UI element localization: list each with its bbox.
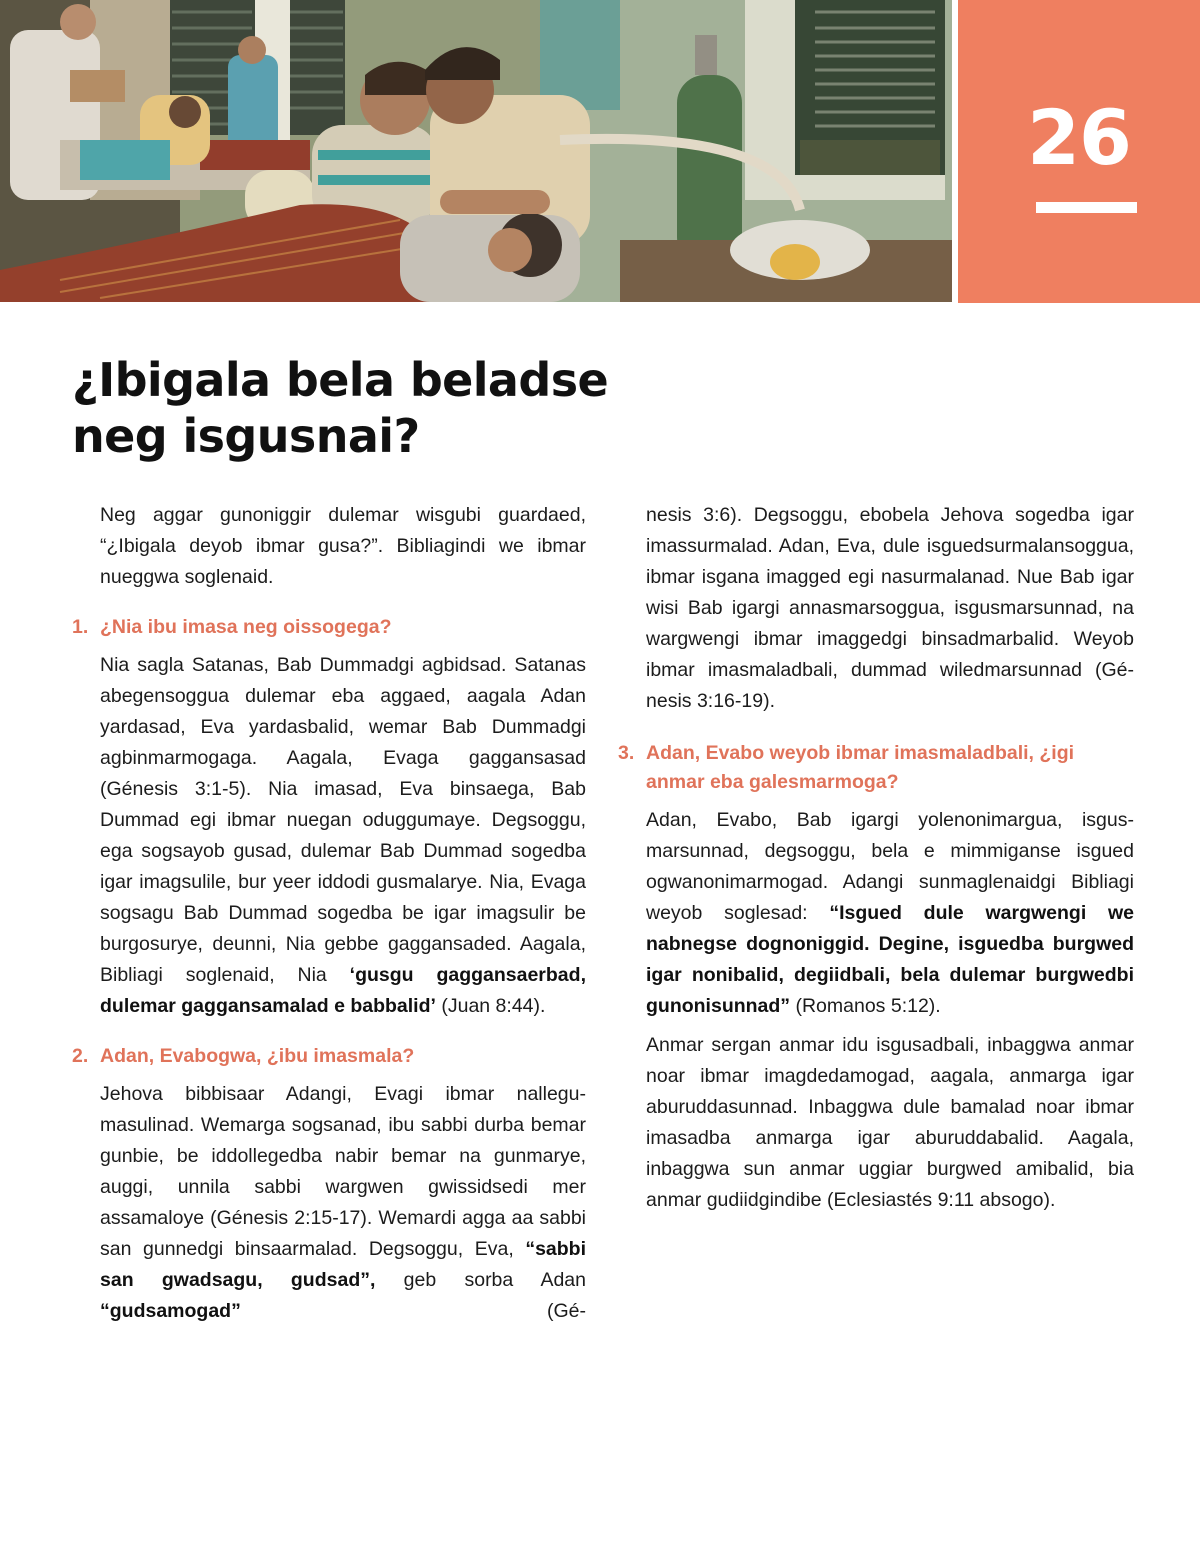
section-3-number: 3. bbox=[618, 742, 635, 764]
section-2-heading-text: Adan, Evabogwa, ¿ibu imasmala? bbox=[100, 1045, 415, 1067]
text-run: (Gé- bbox=[240, 1300, 586, 1322]
section-1-heading bbox=[72, 613, 586, 642]
lesson-number: 26 bbox=[1027, 93, 1131, 182]
section-1-number: 1. bbox=[72, 616, 89, 638]
section-3-paragraph-1 bbox=[646, 805, 1134, 1022]
section-3-heading bbox=[618, 739, 1134, 797]
text-run: Nia sagla Satanas, Bab Dummadgi agbidsad. Satanas abegensoggua dulemar eba aggaed, aagala Adan yardasad, Eva yardasbalid, wemar Bab Dummadgi agbinmarmogaga. Aagala, Evaga gaggansasad (Génesis 3:1-5). Nia imasad, Eva binsaega, Bab Dummad egi ibmar nuegan oduggumaye. Degsoggu, ega sogsayob gusad, dulemar Bab Dummad sogedba igar imagsulile, bur yeer iddodi gusmalarye. Nia, Evaga sogsagu Bab Dummad sogedba be igar imagsulir be burgosurye, deunni, Nia gebbe gaggansaded. Aagala, Bibliagi soglenaid, Nia bbox=[100, 654, 586, 986]
lesson-number-tab bbox=[958, 0, 1200, 303]
section-1-heading-text: ¿Nia ibu imasa neg oissogega? bbox=[100, 616, 392, 638]
text-run: geb sorba Adan bbox=[375, 1269, 586, 1291]
section-2-number: 2. bbox=[72, 1045, 89, 1067]
bold-quote: “gudsamogad” bbox=[100, 1300, 241, 1322]
section-2-heading bbox=[72, 1042, 586, 1071]
section-2-paragraph bbox=[100, 1079, 586, 1327]
intro-paragraph: Neg aggar gunoniggir dulemar wisgubi guardaed, “¿Ibigala deyob ibmar gusa?”. Bibliagindi we ibmar nueggwa soglenaid. bbox=[100, 504, 586, 588]
left-column bbox=[72, 500, 586, 1327]
text-run: Adan, Evabo, Bab igargi yolenonimargua, isgusmarsunnad, degsoggu, bela e mimmiganse isgued ogwanonimarmogad. Adangi sunmaglenaidgi Bibliagi weyob soglesad: bbox=[646, 809, 1134, 924]
section-3-heading-text: Adan, Evabo weyob ibmar imasmaladbali, ¿igi anmar eba galesmarmoga? bbox=[646, 742, 1075, 793]
header-photo bbox=[0, 0, 952, 302]
bold-quote: “Isgued dule wargwengi we nabnegse dognoniggid. Degine, isguedba burgwed igar nonibalid, degiidbali, bela dulemar burgwedbi gunonisunnad” bbox=[646, 902, 1134, 1017]
lesson-number-underline bbox=[1036, 202, 1137, 213]
text-run: Jehova bibbisaar Adangi, Evagi ibmar nallegumasulinad. Wemarga sogsanad, ibu sabbi durba bemar gunbie, be iddollegedba nabir bemar na gunmarye, auggi, unnila sabbi wargwen gwissidsedi mer assamaloye (Génesis 2:15-17). Wemardi agga aa sabbi san gunnedgi binsaarmalad. Degsoggu, Eva, bbox=[100, 1083, 586, 1260]
text-run: (Romanos 5:12). bbox=[790, 995, 941, 1017]
bold-quote: “sabbi san gwadsagu, gudsad”, bbox=[100, 1238, 586, 1291]
hospital-scene-illustration bbox=[0, 0, 952, 302]
section-1-paragraph bbox=[100, 650, 586, 1022]
text-run: Anmar sergan anmar idu isgusadbali, inbaggwa anmar noar ibmar imagdedamogad, aagala, anmarga igar aburuddasunnad. Inbaggwa dule bamalad noar ibmar imasadba anmarga igar aburuddabalid. Aagala, inbaggwa sun anmar uggiar burgwed amibalid, bia anmar gudiidgindibe (Eclesiastés 9:11 absogo). bbox=[646, 1034, 1134, 1211]
right-column bbox=[618, 500, 1134, 1216]
text-run: nesis 3:6). Degsoggu, ebobela Jehova sogedba igar imassurmalad. Adan, Eva, dule isguedsurmalansoggua, ibmar isgana imagged egi nasurmalanad. Nue Bab igar wisi Bab igargi annasmarsoggua, isgusmarsunnad, na wargwengi ibmar imaggedgi binsadmarbalid. Weyob ibmar imasmaladbali, dummad wiledmarsunnad (Génesis 3:16-19). bbox=[646, 504, 1134, 712]
section-3-paragraph-2 bbox=[646, 1030, 1134, 1216]
bold-quote: ‘gusgu gaggansaerbad, dulemar gaggansamalad e babbalid’ bbox=[100, 964, 586, 1017]
text-run: (Juan 8:44). bbox=[435, 995, 546, 1017]
section-2-paragraph-continued bbox=[646, 500, 1134, 717]
page-title: ¿Ibigala bela beladse neg isgusnai? bbox=[72, 353, 609, 463]
